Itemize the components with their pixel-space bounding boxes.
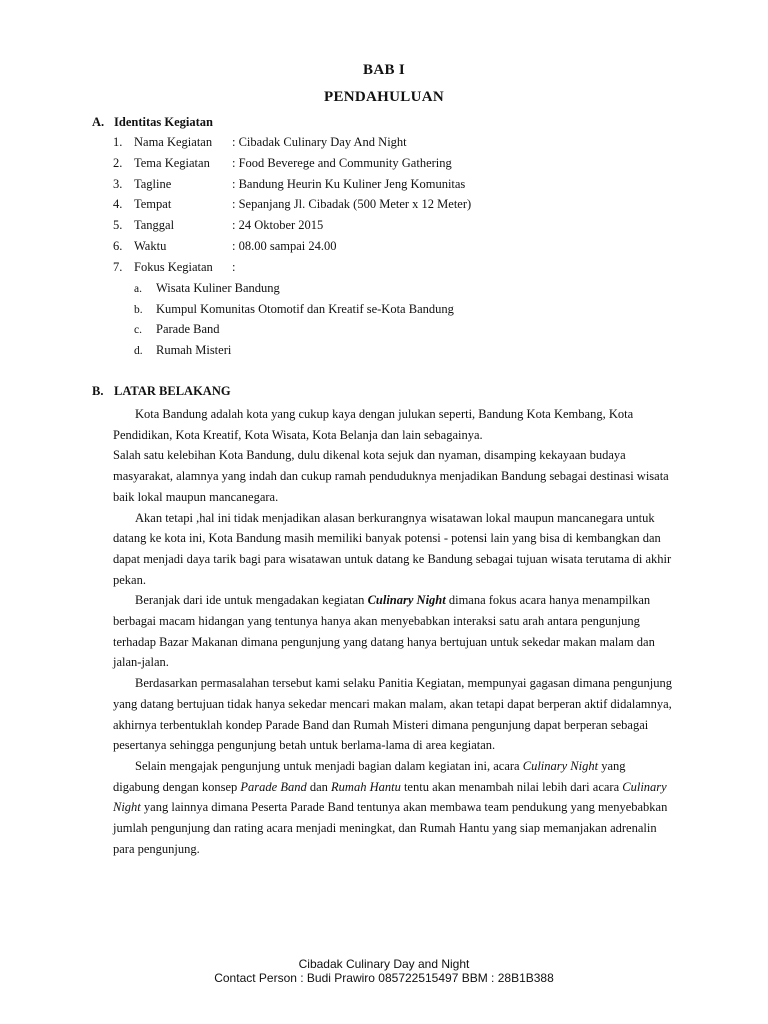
paragraph	[113, 756, 673, 860]
text-run: dan	[306, 779, 332, 794]
text-run: tentu akan menambah nilai lebih dari acara	[400, 779, 623, 794]
paragraph	[113, 590, 673, 673]
focus-letter: a.	[134, 283, 142, 295]
identity-item-fokus	[113, 259, 235, 275]
focus-text: Rumah Misteri	[156, 343, 232, 357]
focus-item	[134, 301, 454, 317]
emphasis-culinary-night: Culinary Night	[522, 758, 599, 773]
section-b-heading	[92, 384, 231, 399]
item-value: : Bandung Heurin Ku Kuliner Jeng Komunitas	[232, 177, 466, 191]
item-label: Fokus Kegiatan	[134, 260, 213, 274]
emphasis-culinary-night: Culinary Night	[113, 779, 667, 815]
background-text	[113, 404, 673, 859]
focus-text: Wisata Kuliner Bandung	[156, 281, 280, 295]
item-value: : 08.00 sampai 24.00	[232, 239, 337, 253]
item-label: Nama Kegiatan	[134, 135, 213, 149]
chapter-number: BAB I	[363, 62, 405, 78]
section-a-title: Identitas Kegiatan	[114, 115, 213, 129]
identity-item-tema	[113, 155, 452, 171]
focus-item	[134, 342, 231, 358]
item-value: : Sepanjang Jl. Cibadak (500 Meter x 12 Meter)	[232, 197, 472, 211]
paragraph: Kota Bandung adalah kota yang cukup kaya dengan julukan seperti, Bandung Kota Kembang, Kota Pendidikan, Kota Kreatif, Kota Wisata, Kota Belanja dan lain sebagainya.	[113, 407, 634, 442]
item-label: Tagline	[134, 177, 172, 191]
focus-item	[134, 321, 220, 337]
focus-text: Kumpul Komunitas Otomotif dan Kreatif se-Kota Bandung	[156, 302, 454, 316]
focus-item	[134, 280, 280, 296]
item-number: 6.	[113, 239, 123, 253]
emphasis-parade-band: Parade Band	[240, 779, 307, 794]
paragraph: Akan tetapi ,hal ini tidak menjadikan alasan berkurangnya wisatawan lokal maupun mancanegara untuk datang ke kota ini, Kota Bandung masih memiliki banyak potensi - potensi lain yang bisa di kembangkan dan dapat menjadi daya tarik bagi para wisatawan untuk datang ke Bandung sebagai tujuan wisata terutama di akhir pekan.	[113, 510, 672, 587]
item-number: 3.	[113, 177, 123, 191]
item-label: Tanggal	[134, 218, 175, 232]
text-run: yang digabung dengan konsep	[113, 758, 626, 794]
footer-event-name: Cibadak Culinary Day and Night	[298, 957, 470, 971]
section-a-letter: A.	[92, 115, 105, 129]
identity-item-waktu	[113, 238, 337, 254]
item-value: : 24 Oktober 2015	[232, 218, 324, 232]
focus-letter: c.	[134, 324, 142, 336]
text-run: yang lainnya dimana Peserta Parade Band tentunya akan membawa team pendukung yang menyebabkan jumlah pengunjung dan rating acara menjadi meningkat, dan Rumah Hantu yang siap memanjakan adrenalin para pengunjung.	[113, 800, 668, 856]
emphasis-rumah-hantu: Rumah Hantu	[331, 779, 401, 794]
item-number: 7.	[113, 260, 123, 274]
focus-letter: d.	[134, 345, 143, 357]
item-number: 1.	[113, 135, 123, 149]
item-value: : Cibadak Culinary Day And Night	[232, 135, 407, 149]
item-value: : Food Beverege and Community Gathering	[232, 156, 452, 170]
paragraph: Salah satu kelebihan Kota Bandung, dulu dikenal kota sejuk dan nyaman, disamping kekayaan budaya masyarakat, alamnya yang indah dan cukup ramah penduduknya menjadikan Bandung sebagai destinasi wisata baik lokal maupun mancanegara.	[113, 448, 669, 504]
section-b-title: LATAR BELAKANG	[114, 384, 231, 398]
item-label: Tempat	[134, 197, 172, 211]
identity-item-tagline	[113, 176, 465, 192]
text-run: Beranjak dari ide untuk mengadakan kegiatan	[135, 593, 368, 608]
section-b-letter: B.	[92, 384, 104, 398]
item-value: :	[232, 260, 236, 274]
section-a-heading	[92, 115, 213, 130]
item-label: Tema Kegiatan	[134, 156, 210, 170]
item-number: 2.	[113, 156, 123, 170]
focus-letter: b.	[134, 304, 143, 316]
identity-item-tanggal	[113, 217, 323, 233]
text-run: Selain mengajak pengunjung untuk menjadi bagian dalam kegiatan ini, acara	[135, 758, 523, 773]
item-label: Waktu	[134, 239, 167, 253]
identity-item-nama	[113, 134, 407, 150]
footer-contact: Contact Person : Budi Prawiro 085722515497 BBM : 28B1B388	[214, 971, 554, 985]
item-number: 4.	[113, 197, 123, 211]
item-number: 5.	[113, 218, 123, 232]
paragraph: Berdasarkan permasalahan tersebut kami selaku Panitia Kegiatan, mempunyai gagasan dimana pengunjung yang datang bertujuan tidak hanya sekedar mencari makan malam, akan tetapi dapat berperan aktif didalamnya, akhirnya terbentuklah kondep Parade Band dan Rumah Misteri dimana pengunjung dapat berperan sebagai pesertanya sehingga pengunjung betah untuk berlama-lama di area kegiatan.	[113, 676, 672, 753]
emphasis-culinary-night: Culinary Night	[367, 593, 446, 608]
identity-item-tempat	[113, 196, 471, 212]
chapter-title: PENDAHULUAN	[324, 89, 444, 105]
text-run: dimana fokus acara hanya menampilkan berbagai macam hidangan yang tentunya hanya akan menyebabkan interaksi satu arah antara pengunjung terhadap Bazar Makanan dimana pengunjung yang datang hanya bertujuan untuk sekedar makan malam dan jalan-jalan.	[113, 593, 655, 670]
focus-text: Parade Band	[156, 322, 220, 336]
